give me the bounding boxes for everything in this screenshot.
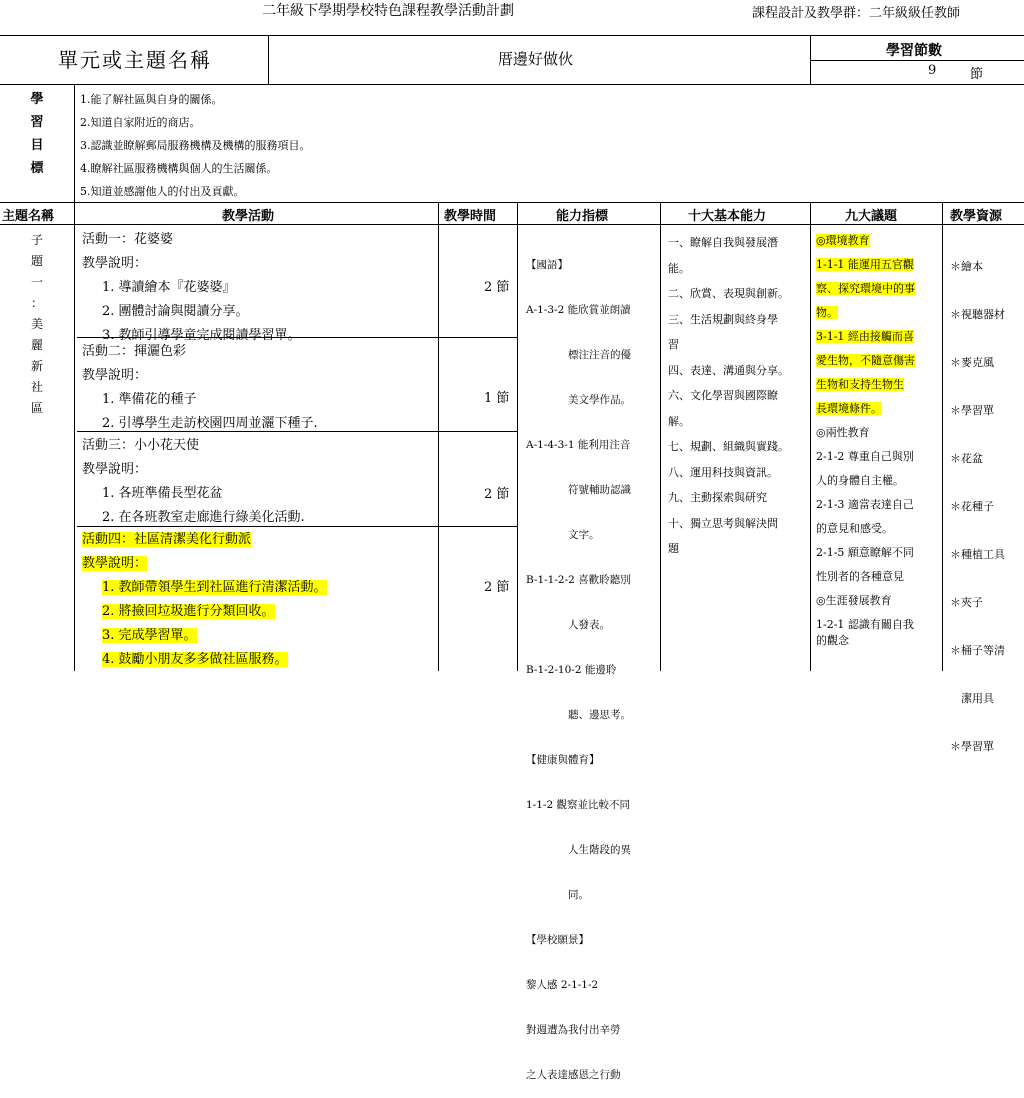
indicator-line: 同。 bbox=[526, 889, 589, 901]
ability-line: 九、主動探索與研究 bbox=[668, 491, 767, 504]
indicator-line: 黎人感 2-1-1-2 bbox=[526, 979, 599, 991]
issue-line: 愛生物，不隨意傷害 bbox=[816, 354, 915, 367]
ability-line: 七、規劃、組織與實踐。 bbox=[668, 440, 789, 453]
activity-title: 活動四：社區清潔美化行動派 bbox=[82, 532, 252, 547]
activity-step: 3. 教師引導學童完成閱讀學習單。 bbox=[102, 328, 301, 343]
issue-line: 察、探究環境中的事 bbox=[816, 282, 915, 295]
designer-label: 課程設計及教學群：二年級級任教師 bbox=[752, 6, 961, 21]
indicator-line: 文字。 bbox=[526, 529, 600, 541]
unit-label: 單元或主題名稱 bbox=[58, 48, 212, 72]
issue-line: ◎兩性教育 bbox=[816, 426, 870, 439]
indicator-line: 之人表達感恩之行動 bbox=[526, 1069, 621, 1081]
indicator-line: 1-1-2 觀察並比較不同 bbox=[526, 799, 630, 811]
resource-item: ＊麥克風 bbox=[950, 356, 994, 369]
activity-time: 2 節 bbox=[484, 280, 510, 295]
activity-desc-label: 教學說明： bbox=[82, 368, 148, 383]
objective-item: 1.能了解社區與自身的關係。 bbox=[80, 93, 223, 106]
activity-1 bbox=[82, 228, 301, 348]
indicator-line: B-1-2-10-2 能邊聆 bbox=[526, 664, 617, 676]
activity-desc-label: 教學說明： bbox=[82, 256, 148, 271]
issue-line: 2-1-5 願意瞭解不同 bbox=[816, 546, 914, 559]
ability-line: 習 bbox=[668, 338, 679, 351]
indicator-list bbox=[526, 228, 631, 1098]
indicator-line: 人生階段的異 bbox=[526, 844, 631, 856]
objective-item: 2.知道自家附近的商店。 bbox=[80, 116, 201, 129]
objectives-label: 學 習 目 標 bbox=[30, 92, 44, 176]
indicator-line: 對週遭為我付出辛勞 bbox=[526, 1024, 621, 1036]
activity-time: 1 節 bbox=[484, 391, 510, 406]
ten-abilities-list bbox=[668, 230, 789, 562]
indicator-line: 【國語】 bbox=[526, 259, 568, 271]
activity-2 bbox=[82, 340, 318, 436]
issue-line: 生物和支持生物生 bbox=[816, 378, 904, 391]
indicator-line: 美文學作品。 bbox=[526, 394, 631, 406]
activity-3 bbox=[82, 434, 305, 530]
issue-line: 物。 bbox=[816, 306, 838, 319]
resource-item: ＊學習單 bbox=[950, 404, 994, 417]
resource-item: ＊夾子 bbox=[950, 596, 983, 609]
resource-item: ＊種植工具 bbox=[950, 548, 1005, 561]
header-time: 教學時間 bbox=[444, 209, 497, 224]
indicator-line: A-1-4-3-1 能利用注音 bbox=[526, 439, 631, 451]
resource-item: 潔用具 bbox=[950, 692, 994, 705]
indicator-line: 【健康與體育】 bbox=[526, 754, 600, 766]
issue-line: 人的身體自主權。 bbox=[816, 474, 904, 487]
nine-issues-list bbox=[816, 229, 915, 649]
header-ten-abilities: 十大基本能力 bbox=[688, 209, 767, 224]
unit-name: 厝邊好做伙 bbox=[498, 50, 574, 68]
issue-line: 1-1-1 能運用五官觀 bbox=[816, 258, 914, 271]
resource-item: ＊花種子 bbox=[950, 500, 994, 513]
activity-desc-label: 教學說明： bbox=[82, 462, 148, 477]
ability-line: 三、生活規劃與終身學 bbox=[668, 312, 778, 326]
header-resources: 教學資源 bbox=[950, 209, 1003, 224]
ability-line: 六、文化學習與國際瞭 bbox=[668, 389, 778, 402]
indicator-line: 標注注音的優 bbox=[526, 349, 631, 361]
periods-value: 9 bbox=[928, 63, 937, 78]
objective-item: 5.知道並感謝他人的付出及貢獻。 bbox=[80, 185, 245, 198]
activity-title: 活動三：小小花天使 bbox=[82, 438, 200, 453]
activity-desc-label: 教學說明： bbox=[82, 556, 148, 571]
resource-item: ＊桶子等清 bbox=[950, 644, 1005, 657]
ability-line: 能。 bbox=[668, 261, 690, 275]
issue-line: 長環境條件。 bbox=[816, 402, 882, 415]
ability-line: 題 bbox=[668, 542, 679, 555]
indicator-line: 聽、邊思考。 bbox=[526, 709, 631, 721]
activity-4 bbox=[82, 528, 327, 672]
activity-step: 1. 準備花的種子 bbox=[102, 392, 197, 407]
header-indicator: 能力指標 bbox=[556, 209, 609, 224]
ability-line: 二、欣賞、表現與創新。 bbox=[668, 287, 789, 300]
resource-item: ＊繪本 bbox=[950, 260, 983, 273]
ability-line: 一、瞭解自我與發展潛 bbox=[668, 236, 778, 249]
activity-step: 4. 鼓勵小朋友多多做社區服務。 bbox=[102, 652, 288, 667]
resources-list bbox=[950, 227, 1005, 771]
issue-line: 2-1-3 適當表達自己 bbox=[816, 498, 914, 511]
indicator-line: B-1-1-2-2 喜歡聆聽別 bbox=[526, 574, 631, 586]
activity-step: 2. 在各班教室走廊進行綠美化活動. bbox=[102, 510, 305, 525]
issue-line: 性別者的各種意見 bbox=[816, 570, 904, 583]
activity-step: 1. 教師帶領學生到社區進行清潔活動。 bbox=[102, 580, 327, 595]
ability-line: 八、運用科技與資訊。 bbox=[668, 465, 778, 479]
ability-line: 十、獨立思考與解決問 bbox=[668, 516, 778, 530]
header-theme: 主題名稱 bbox=[2, 209, 55, 224]
indicator-line: 人發表。 bbox=[526, 619, 610, 631]
resource-item: ＊學習單 bbox=[950, 740, 994, 753]
activity-step: 1. 各班準備長型花盆 bbox=[102, 486, 223, 501]
header-activity: 教學活動 bbox=[222, 209, 275, 224]
issue-line: 3-1-1 經由接觸而喜 bbox=[816, 330, 914, 343]
issue-line: 1-2-1 認識有關自我 bbox=[816, 618, 914, 631]
objectives-list bbox=[80, 88, 311, 203]
theme-title: 子 題 一 ： 美 麗 新 社 區 bbox=[30, 233, 43, 415]
indicator-line: 【學校願景】 bbox=[526, 934, 589, 946]
activity-time: 2 節 bbox=[484, 487, 510, 502]
issue-line: ◎環境教育 bbox=[816, 234, 870, 247]
issue-line: 2-1-2 尊重自己與別 bbox=[816, 450, 914, 463]
activity-title: 活動二：揮灑色彩 bbox=[82, 344, 187, 359]
header-nine-issues: 九大議題 bbox=[845, 209, 898, 224]
objective-item: 3.認識並瞭解郵局服務機構及機構的服務項目。 bbox=[80, 139, 311, 152]
activity-step: 1. 導讀繪本『花婆婆』 bbox=[102, 280, 236, 295]
activity-step: 2. 將撿回垃圾進行分類回收。 bbox=[102, 604, 275, 619]
issue-line: ◎生涯發展教育 bbox=[816, 594, 892, 607]
activity-step: 2. 引導學生走訪校園四周並灑下種子. bbox=[102, 416, 318, 431]
resource-item: ＊花盆 bbox=[950, 452, 983, 465]
issue-line: 的觀念 bbox=[816, 634, 849, 647]
ability-line: 四、表達、溝通與分享。 bbox=[668, 363, 789, 377]
document-title: 二年級下學期學校特色課程教學活動計劃 bbox=[262, 3, 514, 19]
activity-step: 2. 團體討論與閱讀分享。 bbox=[102, 304, 249, 319]
periods-unit: 節 bbox=[970, 67, 984, 82]
indicator-line: 符號輔助認識 bbox=[526, 484, 631, 496]
activity-time: 2 節 bbox=[484, 580, 510, 595]
indicator-line: A-1-3-2 能欣賞並朗讀 bbox=[526, 304, 631, 316]
activity-step: 3. 完成學習單。 bbox=[102, 628, 197, 643]
activity-title: 活動一：花婆婆 bbox=[82, 232, 174, 247]
issue-line: 的意見和感受。 bbox=[816, 522, 893, 535]
objective-item: 4.瞭解社區服務機構與個人的生活關係。 bbox=[80, 162, 278, 175]
periods-label: 學習節數 bbox=[886, 43, 942, 59]
resource-item: ＊視聽器材 bbox=[950, 308, 1005, 321]
ability-line: 解。 bbox=[668, 414, 690, 428]
